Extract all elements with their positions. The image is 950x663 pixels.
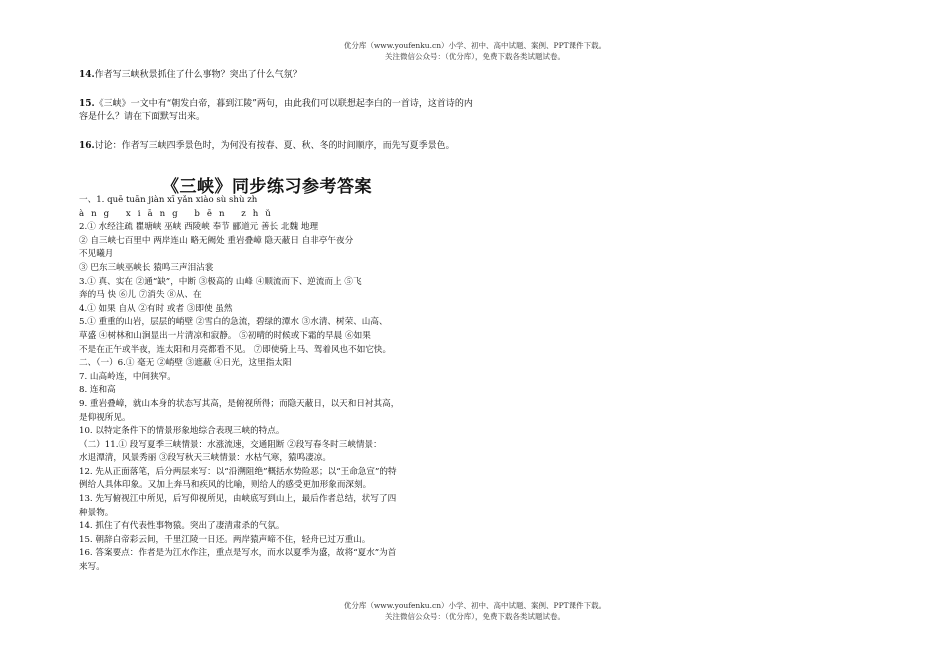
answer-line: 不见曦月 [79, 249, 114, 260]
question-number: 14. [79, 70, 95, 80]
question-text: 讨论：作者写三峡四季景色时，为何没有按春、夏、秋、冬的时间顺序，而先写夏季景色。 [94, 141, 455, 151]
answer-line: 一、1. quē tuān jiàn xī yǎn xiào sù shù zh [79, 195, 258, 205]
answer-line: 草盛 ④树林和山涧显出一片清凉和寂静。 ⑤初晴的时候或下霜的早晨 ⑥如果 [79, 330, 371, 341]
question-number: 15. [79, 99, 95, 109]
answer-line: 奔的马 快 ⑥儿 ⑦消失 ⑧从、在 [79, 290, 202, 301]
answer-title: 《三峡》同步练习参考答案 [162, 177, 372, 197]
answer-line: 水退潭清，风景秀丽 ③段写秋天三峡情景：水枯气寒，猿鸣凄凉。 [79, 453, 331, 464]
question-text: 作者写三峡秋景抓住了什么事物？突出了什么气氛？ [94, 70, 302, 80]
answer-line: 不是在正午或半夜，连太阳和月亮都看不见。 ⑦即使骑上马、驾着风也不如它快。 [79, 344, 392, 355]
answer-line: 3.① 真、实在 ②通“缺”，中断 ③极高的 山峰 ④顺流而下、逆流而上 ⑤飞 [79, 276, 362, 287]
header-line-1: 优分库（www.youfenku.cn）小学、初中、高中试题、案例、PPT课件下载。 [343, 41, 607, 50]
answer-line: 8. 连和高 [79, 385, 116, 396]
answer-line: 5.① 重重的山岩，层层的峭壁 ②雪白的急流，碧绿的潭水 ③水清、树荣、山高、 [79, 317, 388, 328]
footer-line-2: 关注微信公众号：（优分库），免费下载各类试题试卷。 [385, 612, 565, 621]
answer-line: 16. 答案要点：作者是为江水作注，重点是写水，而水以夏季为盛，故将“夏水”为首 [79, 548, 397, 559]
answer-line: 7. 山高岭连，中间狭窄。 [79, 371, 176, 382]
footer-line-1: 优分库（www.youfenku.cn）小学、初中、高中试题、案例、PPT课件下载。 [343, 601, 607, 610]
question-text: 《三峡》一文中有“朝发白帝，暮到江陵”两句，由此我们可以联想起李白的一首诗，这首诗的内容是什么？请在下面默写出来。 [79, 99, 473, 122]
answer-line: ③ 巴东三峡巫峡长 猿鸣三声泪沾裳 [79, 262, 214, 273]
question-15 [79, 98, 474, 124]
answer-line: àng xiāng bēn zhǔ [79, 208, 278, 219]
page-header [300, 40, 650, 62]
answer-line: 例给人具体印象。又加上奔马和疾风的比喻，则给人的感受更加形象而深刻。 [79, 480, 372, 491]
answer-line: 2.① 水经注疏 瞿塘峡 巫峡 西陵峡 奉节 郦道元 善长 北魏 地理 [79, 222, 319, 233]
answer-line: 13. 先写俯视江中所见，后写仰视所见，由峡底写到山上，最后作者总结，状写了四 [79, 494, 397, 505]
answer-line: 是仰视所见。 [79, 412, 131, 423]
answer-list [79, 194, 474, 575]
answer-line: 二、（一）6.① 毫无 ②峭壁 ③遮蔽 ④日光，这里指太阳 [79, 358, 292, 369]
answer-line: 9. 重岩叠嶂，就山本身的状态写其高，是俯视所得；而隐天蔽日，以天和日衬其高， [79, 398, 400, 409]
answer-line: 15. 朝辞白帝彩云间，千里江陵一日还。两岸猿声啼不住，轻舟已过万重山。 [79, 534, 371, 545]
answer-line: ② 自三峡七百里中 两岸连山 略无阙处 重岩叠嶂 隐天蔽日 自非亭午夜分 [79, 235, 354, 246]
answer-line: 4.① 如果 自从 ②有时 或者 ③即使 虽然 [79, 303, 233, 314]
question-number: 16. [79, 141, 95, 151]
answer-line: 种景物。 [79, 507, 114, 518]
question-16 [79, 140, 474, 153]
answer-line: （二）11.① 段写夏季三峡情景：水涨流速，交通阻断 ②段写春冬时三峡情景： [79, 439, 382, 450]
header-line-2: 关注微信公众号：（优分库），免费下载各类试题试卷。 [385, 52, 565, 61]
answer-line: 12. 先从正面落笔，后分两层来写：以“沿溯阻绝”概括水势险恶；以“王命急宣”的特 [79, 466, 397, 477]
page-footer [300, 600, 650, 622]
answer-line: 14. 抓住了有代表性事物猿。突出了凄清肃杀的气氛。 [79, 521, 285, 532]
question-14 [79, 69, 474, 82]
answer-line: 来写。 [79, 562, 105, 573]
answer-line: 10. 以特定条件下的情景形象地综合表现三峡的特点。 [79, 426, 285, 437]
